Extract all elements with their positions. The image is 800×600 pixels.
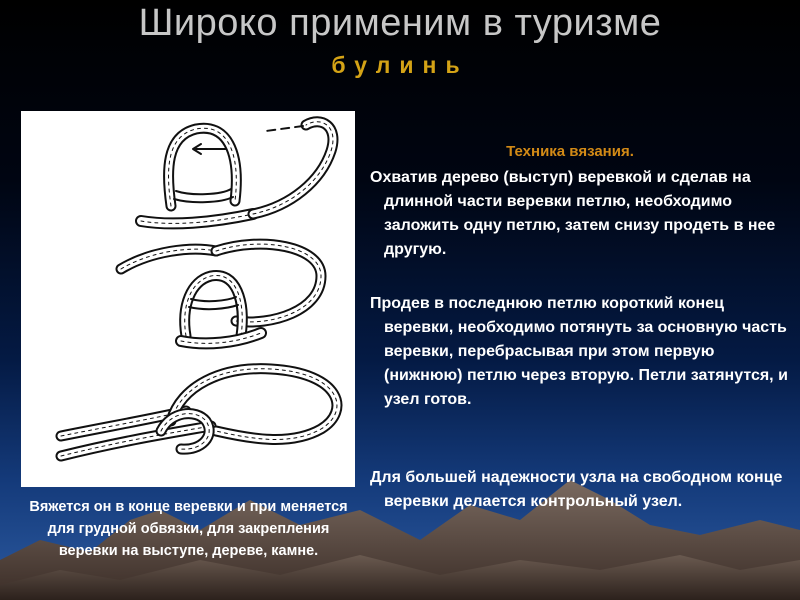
technique-paragraph-3: Для большей надежности узла на свободном конце веревки делается контрольный узел.: [370, 469, 783, 510]
knot-step-2-drawing: [121, 244, 321, 343]
technique-paragraph-2: Продев в последнюю петлю короткий конец веревки, необходимо потянуть за основную часть веревки, перебрасывая при этом первую (нижнюю) петлю через вторую. Петли затянутся, и узел готов.: [370, 295, 788, 408]
knot-step-1-drawing: [141, 122, 333, 224]
technique-heading: Техника вязания.: [506, 143, 634, 160]
slide-title: Широко применим в туризме: [138, 2, 662, 44]
knot-steps-drawing: [21, 111, 355, 487]
illustration-caption: Вяжется он в конце веревки и при меняется для грудной обвязки, для закрепления веревки на выступе, дереве, камне.: [29, 499, 348, 559]
knot-step-3-drawing: [61, 369, 337, 456]
bowline-knot-illustration: [21, 111, 355, 487]
slide-subtitle: булинь: [331, 52, 469, 78]
technique-paragraph-1: Охватив дерево (выступ) веревкой и сделав на длинной части веревки петлю, необходимо заложить одну петлю, затем снизу продеть в нее другую.: [370, 169, 776, 258]
